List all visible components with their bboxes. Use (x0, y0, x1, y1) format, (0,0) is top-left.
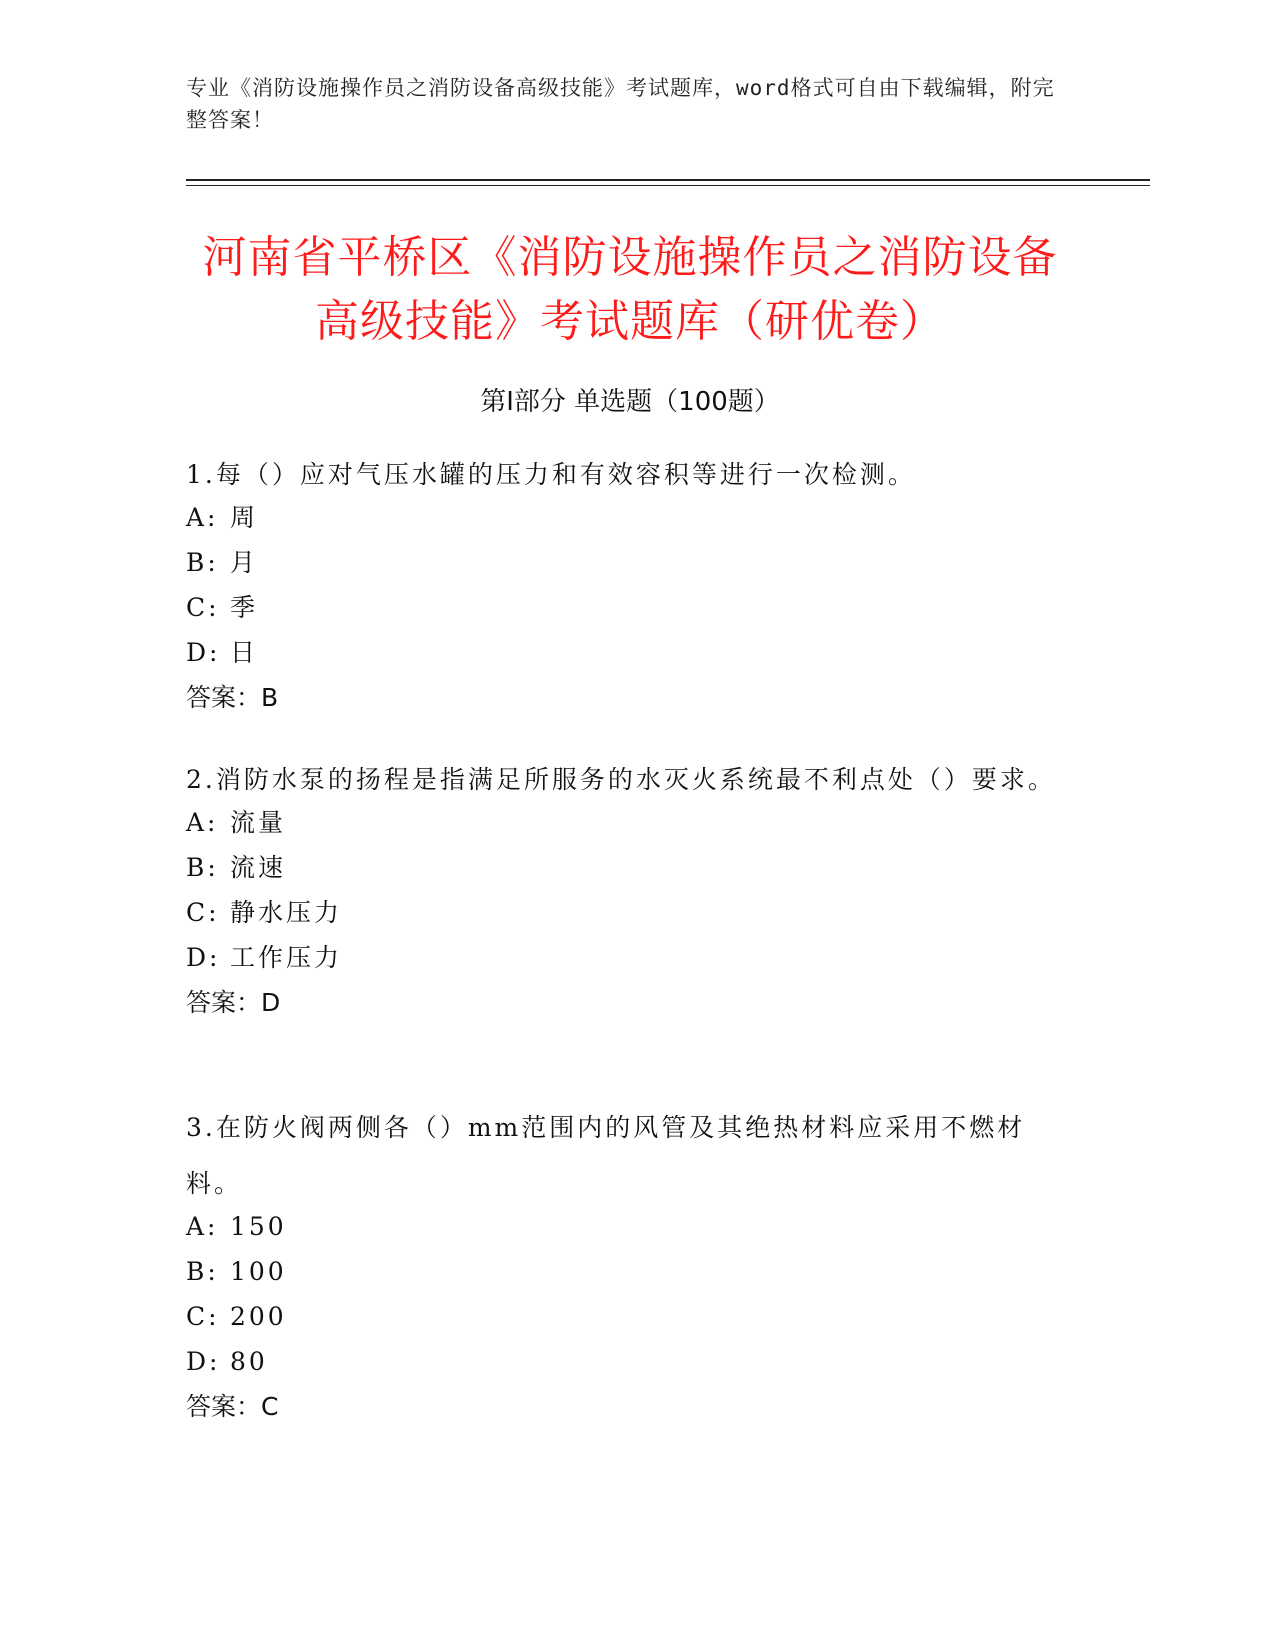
option-a (186, 1204, 1066, 1249)
option-c (186, 890, 1066, 935)
option-text: 月 (230, 548, 259, 577)
document-title (186, 226, 1074, 354)
header-rule-thick (186, 179, 1150, 181)
option-label: A: (186, 1212, 219, 1241)
option-text: 季 (230, 593, 259, 622)
answer: 答案：B (186, 683, 279, 712)
option-d (186, 1339, 1066, 1384)
option-text: 流量 (230, 808, 287, 837)
option-label: A: (186, 808, 219, 837)
question-2 (186, 752, 1066, 1025)
question-stem: 3.在防火阀两侧各（）mm范围内的风管及其绝热材料应采用不燃材料。 (186, 1113, 1026, 1198)
option-d (186, 630, 1066, 675)
option-c (186, 1294, 1066, 1339)
option-label: D: (186, 638, 221, 667)
title-line-2: 高级技能》考试题库（研优卷） (315, 296, 945, 347)
option-label: C: (186, 898, 220, 927)
option-text: 周 (230, 503, 259, 532)
header-note: 专业《消防设施操作员之消防设备高级技能》考试题库，word格式可自由下载编辑，附完整答案！ (186, 76, 1055, 132)
option-c (186, 585, 1066, 630)
option-label: D: (186, 1347, 221, 1376)
option-b (186, 845, 1066, 890)
option-text: 80 (230, 1347, 268, 1376)
option-b (186, 540, 1066, 585)
question-1 (186, 447, 1066, 720)
option-text: 150 (230, 1212, 287, 1241)
option-text: 流速 (230, 853, 287, 882)
option-text: 静水压力 (230, 898, 343, 927)
option-label: C: (186, 1302, 220, 1331)
option-text: 200 (230, 1302, 287, 1331)
header-rule-thin (186, 185, 1150, 186)
option-label: C: (186, 593, 220, 622)
option-label: B: (186, 1257, 219, 1286)
option-text: 100 (230, 1257, 287, 1286)
option-text: 日 (230, 638, 259, 667)
answer: 答案：D (186, 988, 281, 1017)
answer: 答案：C (186, 1392, 279, 1421)
question-stem: 1.每（）应对气压水罐的压力和有效容积等进行一次检测。 (186, 460, 916, 489)
option-label: A: (186, 503, 219, 532)
option-label: B: (186, 853, 219, 882)
option-label: B: (186, 548, 219, 577)
section-title: 第Ⅰ部分 单选题（100题） (480, 387, 780, 417)
title-line-1: 河南省平桥区《消防设施操作员之消防设备 (202, 232, 1058, 283)
option-label: D: (186, 943, 221, 972)
option-text: 工作压力 (230, 943, 343, 972)
option-b (186, 1249, 1066, 1294)
option-d (186, 935, 1066, 980)
question-3 (186, 1100, 1066, 1429)
question-stem: 2.消防水泵的扬程是指满足所服务的水灭火系统最不利点处（）要求。 (186, 765, 1056, 794)
